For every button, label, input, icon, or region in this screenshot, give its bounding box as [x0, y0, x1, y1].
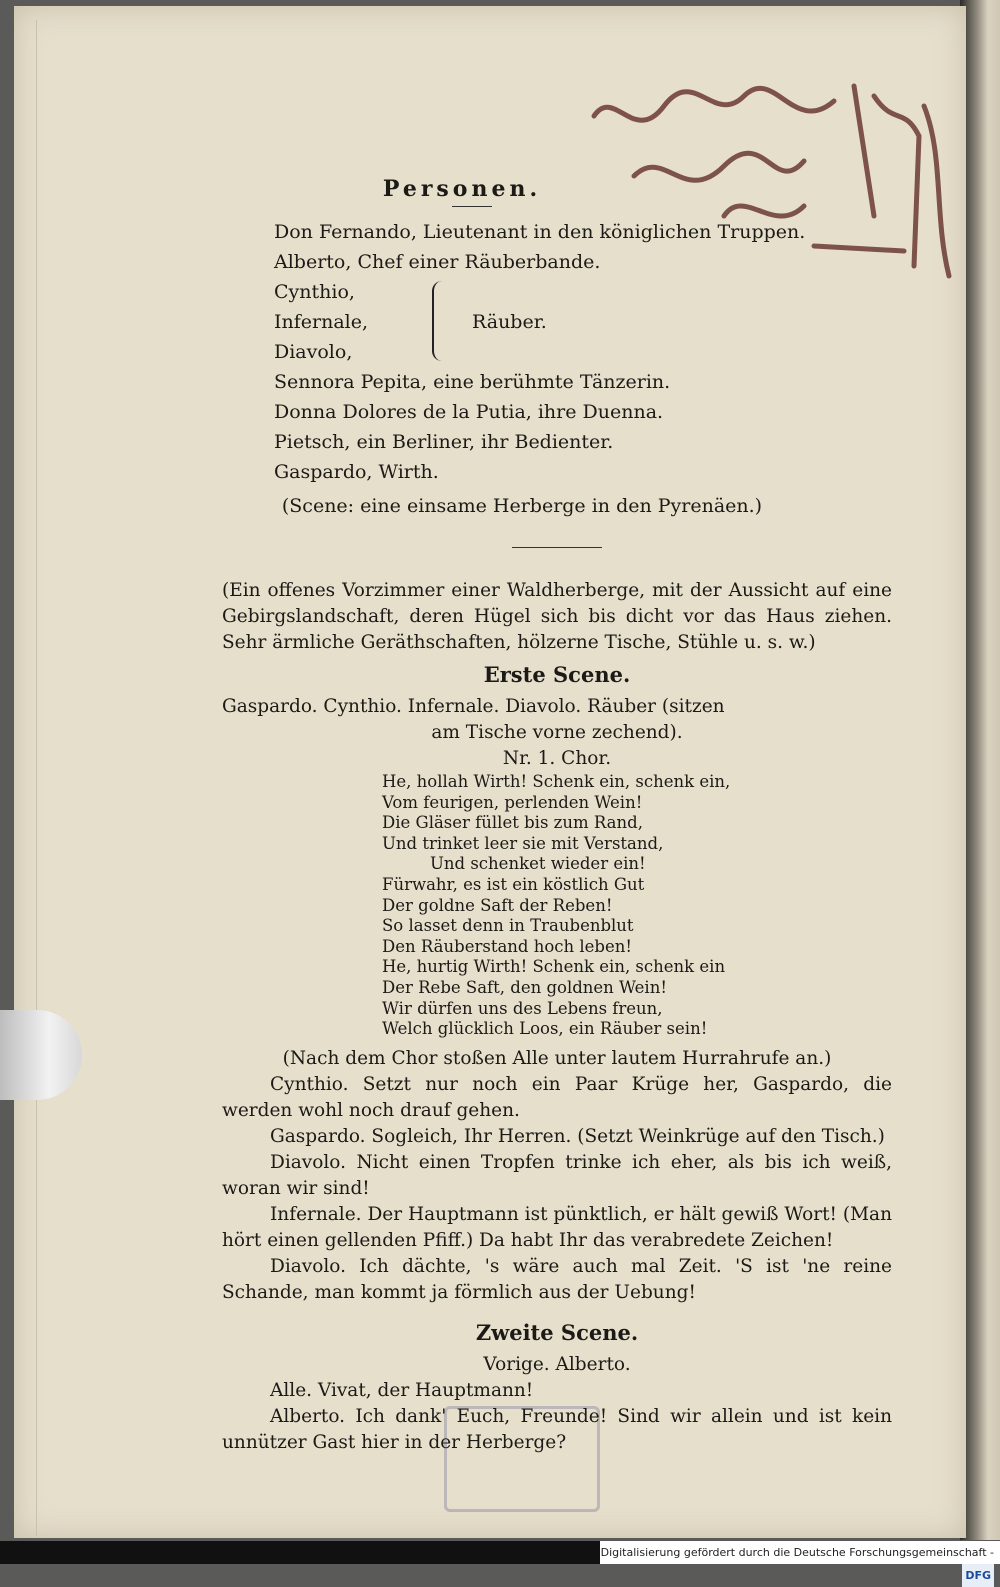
song-line: Fürwahr, es ist ein köstlich Gut	[382, 874, 645, 894]
scene-cast-cont: am Tische vorne zechend).	[431, 722, 683, 743]
persons-list	[274, 217, 892, 487]
song-line: He, hurtig Wirth! Schenk ein, schenk ein	[382, 957, 726, 977]
chorus-song	[382, 772, 892, 1040]
brace	[432, 281, 448, 361]
scene-cast: Gaspardo. Cynthio. Infernale. Diavolo. Räuber (sitzen	[222, 696, 725, 717]
song-line: Die Gläser füllet bis zum Rand,	[382, 813, 643, 833]
scene-note: (Scene: eine einsame Herberge in den Pyrenäen.)	[281, 495, 763, 517]
persons-heading: Personen.	[382, 176, 542, 202]
scene-cast: Vorige. Alberto.	[483, 1353, 631, 1375]
song-line: Der Rebe Saft, den goldnen Wein!	[382, 977, 667, 997]
footer-text: Digitalisierung gefördert durch die Deutsche Forschungsgemeinschaft -	[600, 1546, 994, 1559]
speech: Gaspardo. Sogleich, Ihr Herren. (Setzt Weinkrüge auf den Tisch.)	[270, 1125, 885, 1147]
person-entry: Cynthio,	[274, 281, 355, 303]
person-entry: Sennora Pepita, eine berühmte Tänzerin.	[274, 371, 671, 393]
speech: Diavolo. Nicht einen Tropfen trinke ich eher, als bis ich weiß, woran wir sind!	[222, 1151, 892, 1199]
person-entry: Don Fernando, Lieutenant in den königlichen Truppen.	[274, 221, 806, 243]
song-line: Welch glücklich Loos, ein Räuber sein!	[382, 1019, 708, 1039]
robber-group	[274, 277, 892, 367]
scene-title: Zweite Scene.	[475, 1319, 639, 1345]
person-entry: Alberto, Chef einer Räuberbande.	[274, 251, 601, 273]
song-line: Vom feurigen, perlenden Wein!	[382, 792, 643, 812]
heading-rule	[452, 206, 492, 207]
stage-direction: (Nach dem Chor stoßen Alle unter lautem Hurrahrufe an.)	[282, 1047, 832, 1069]
speech: Alberto. Ich dank' Euch, Freunde! Sind wir allein und ist kein unnützer Gast hier in der Herberge?	[222, 1405, 892, 1453]
person-entry: Diavolo,	[274, 341, 353, 363]
song-line: Der goldne Saft der Reben!	[382, 895, 613, 915]
persons-section	[222, 176, 892, 1456]
person-entry: Donna Dolores de la Putia, ihre Duenna.	[274, 401, 664, 423]
song-line: Und trinket leer sie mit Verstand,	[382, 833, 664, 853]
speech: Diavolo. Ich dächte, 's wäre auch mal Zeit. 'S ist 'ne reine Schande, man kommt ja förmlich aus der Uebung!	[222, 1255, 892, 1303]
section-rule	[512, 547, 602, 548]
scanner-bar	[0, 1541, 600, 1564]
book-page	[14, 6, 966, 1538]
play-text	[222, 578, 892, 1456]
digitization-footer	[600, 1541, 1000, 1582]
person-entry: Pietsch, ein Berliner, ihr Bedienter.	[274, 431, 614, 453]
person-entry: Infernale,	[274, 311, 369, 333]
stage-direction: (Ein offenes Vorzimmer einer Waldherberge, mit der Aussicht auf eine Gebirgslandschaft, deren Hügel sich bis dicht vor das Haus ziehen. Sehr ärmliche Geräthschaften, hölzerne Tische, Stühle u. s. w.)	[222, 580, 892, 653]
song-line: Wir dürfen uns des Lebens freun,	[382, 998, 663, 1018]
song-line: So lasset denn in Traubenblut	[382, 916, 634, 936]
song-line: Den Räuberstand hoch leben!	[382, 936, 633, 956]
song-number: Nr. 1. Chor.	[502, 748, 612, 769]
speech: Alle. Vivat, der Hauptmann!	[270, 1379, 534, 1401]
song-line: Und schenket wieder ein!	[430, 854, 646, 874]
person-entry: Gaspardo, Wirth.	[274, 461, 439, 483]
speech: Infernale. Der Hauptmann ist pünktlich, er hält gewiß Wort! (Man hört einen gellenden Pfiff.) Da habt Ihr das verabredete Zeichen!	[222, 1203, 892, 1251]
scene-title: Erste Scene.	[483, 662, 631, 687]
robber-role: Räuber.	[472, 311, 547, 333]
dfg-logo: DFG	[962, 1564, 994, 1587]
speech: Cynthio. Setzt nur noch ein Paar Krüge her, Gaspardo, die werden wohl noch drauf gehen.	[222, 1073, 892, 1121]
song-line: He, hollah Wirth! Schenk ein, schenk ein,	[382, 772, 731, 791]
